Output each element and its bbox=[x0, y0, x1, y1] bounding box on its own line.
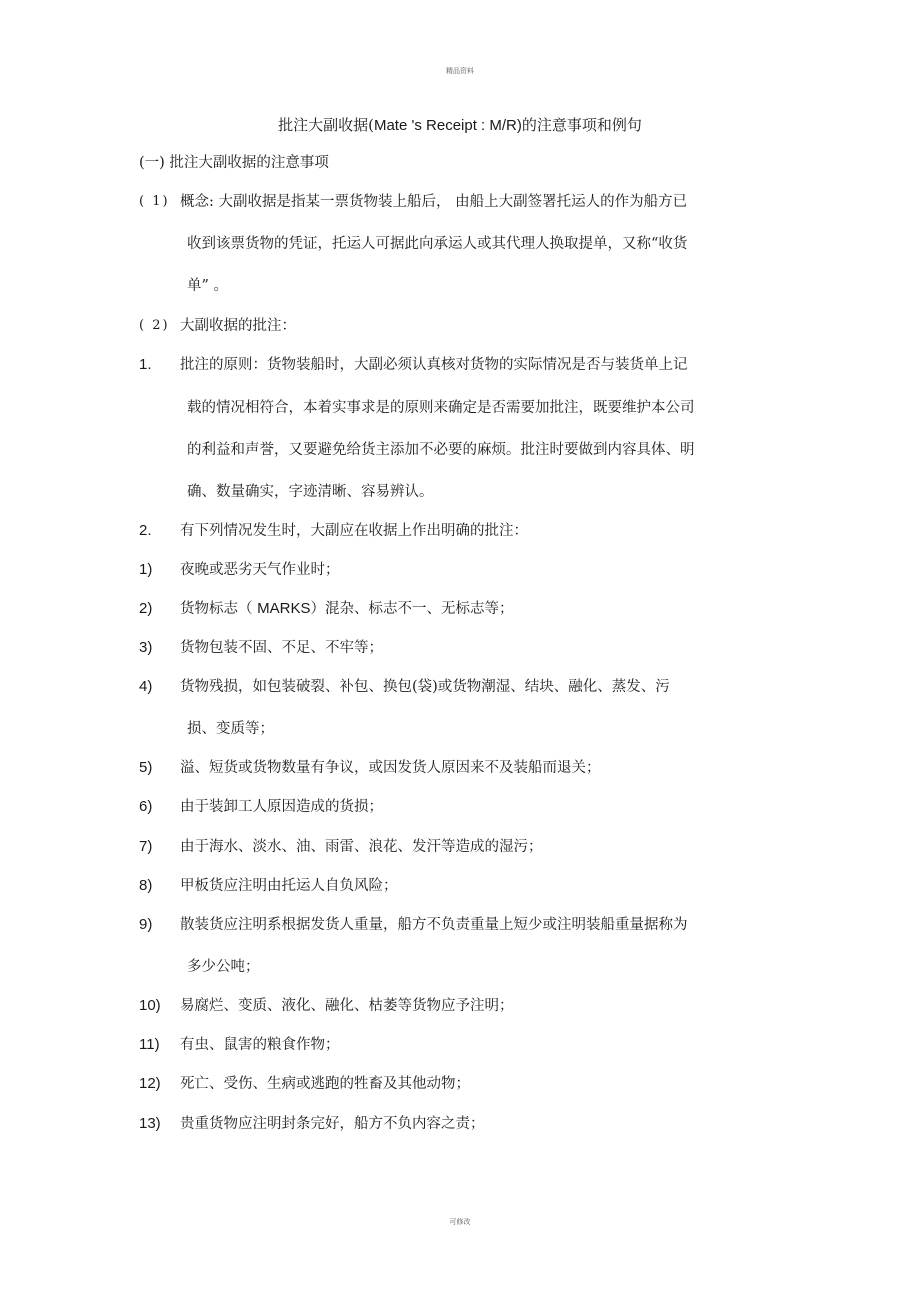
item-5-marker: 5) bbox=[139, 759, 153, 776]
item-12-line-1: 死亡、受伤、生病或逃跑的牲畜及其他动物； bbox=[180, 1076, 470, 1092]
item-5-line-1: 溢、短货或货物数量有争议，或因发货人原因来不及装船而退关； bbox=[180, 760, 601, 776]
item-9-line-1: 散装货应注明系根据发货人重量，船方不负责重量上短少或注明装船重量据称为 bbox=[180, 917, 688, 933]
title-part-1: 批注大副收据( bbox=[278, 116, 374, 134]
item-7-line-1: 由于海水、淡水、油、雨雷、浪花、发汗等造成的湿污； bbox=[180, 839, 543, 855]
item-4-line-2: 损、变质等； bbox=[187, 721, 274, 737]
document-title bbox=[0, 114, 920, 135]
point-1-line-3: 单” 。 bbox=[187, 278, 229, 294]
point-1-marker: ( 1) bbox=[139, 194, 170, 209]
numbered-2-marker: 2. bbox=[139, 522, 152, 539]
item-1-line-1: 夜晚或恶劣天气作业时； bbox=[180, 562, 340, 578]
item-2-marker: 2) bbox=[139, 600, 153, 617]
item-8-marker: 8) bbox=[139, 877, 153, 894]
item-3-marker: 3) bbox=[139, 639, 153, 656]
item-4-line-1: 货物残损，如包装破裂、补包、换包(袋)或货物潮湿、结块、融化、蒸发、污 bbox=[180, 679, 670, 695]
header-note: 精品资料 bbox=[446, 67, 474, 75]
numbered-1-line-4: 确、数量确实，字迹清晰、容易辨认。 bbox=[187, 484, 434, 500]
item-2-pre: 货物标志（ bbox=[180, 601, 258, 617]
item-7-marker: 7) bbox=[139, 838, 153, 855]
item-13-line-1: 贵重货物应注明封条完好，船方不负内容之责； bbox=[180, 1116, 485, 1132]
numbered-1-line-1: 批注的原则：货物装船时，大副必须认真核对货物的实际情况是否与装货单上记 bbox=[180, 357, 688, 373]
point-1-line-1: 概念: 大副收据是指某一票货物装上船后， 由船上大副签署托运人的作为船方已 bbox=[180, 194, 688, 210]
item-12-marker: 12) bbox=[139, 1075, 161, 1092]
item-9-line-2: 多少公吨； bbox=[187, 959, 260, 975]
point-2-marker: ( 2) bbox=[139, 318, 170, 333]
item-2-marks: MARKS bbox=[257, 600, 311, 617]
item-1-marker: 1) bbox=[139, 561, 153, 578]
title-latin: Mate 's Receipt : M/R) bbox=[373, 117, 522, 134]
numbered-1-line-2: 载的情况相符合，本着实事求是的原则来确定是否需要加批注，既要维护本公司 bbox=[187, 400, 695, 416]
numbered-2-line-1: 有下列情况发生时，大副应在收据上作出明确的批注： bbox=[180, 523, 528, 539]
footer-note: 可修改 bbox=[449, 1218, 471, 1226]
item-10-marker: 10) bbox=[139, 997, 161, 1014]
item-6-line-1: 由于装卸工人原因造成的货损； bbox=[180, 799, 383, 815]
item-2-line-1 bbox=[180, 599, 513, 619]
title-part-2: 的注意事项和例句 bbox=[521, 116, 642, 134]
item-3-line-1: 货物包装不固、不足、不牢等； bbox=[180, 640, 383, 656]
item-9-marker: 9) bbox=[139, 916, 153, 933]
item-13-marker: 13) bbox=[139, 1115, 161, 1132]
item-2-post: ）混杂、标志不一、无标志等； bbox=[310, 601, 514, 617]
item-4-marker: 4) bbox=[139, 678, 153, 695]
item-8-line-1: 甲板货应注明由托运人自负风险； bbox=[180, 878, 398, 894]
numbered-1-marker: 1. bbox=[139, 356, 152, 373]
item-11-line-1: 有虫、鼠害的粮食作物； bbox=[180, 1037, 340, 1053]
item-6-marker: 6) bbox=[139, 798, 153, 815]
section-heading: (一) 批注大副收据的注意事项 bbox=[139, 155, 329, 171]
point-2-text: 大副收据的批注： bbox=[180, 318, 296, 334]
item-11-marker: 11) bbox=[139, 1036, 160, 1053]
point-1-line-2: 收到该票货物的凭证，托运人可据此向承运人或其代理人换取提单，又称“收货 bbox=[187, 236, 688, 252]
item-10-line-1: 易腐烂、变质、液化、融化、枯萎等货物应予注明； bbox=[180, 998, 514, 1014]
numbered-1-line-3: 的利益和声誉，又要避免给货主添加不必要的麻烦。批注时要做到内容具体、明 bbox=[187, 442, 695, 458]
